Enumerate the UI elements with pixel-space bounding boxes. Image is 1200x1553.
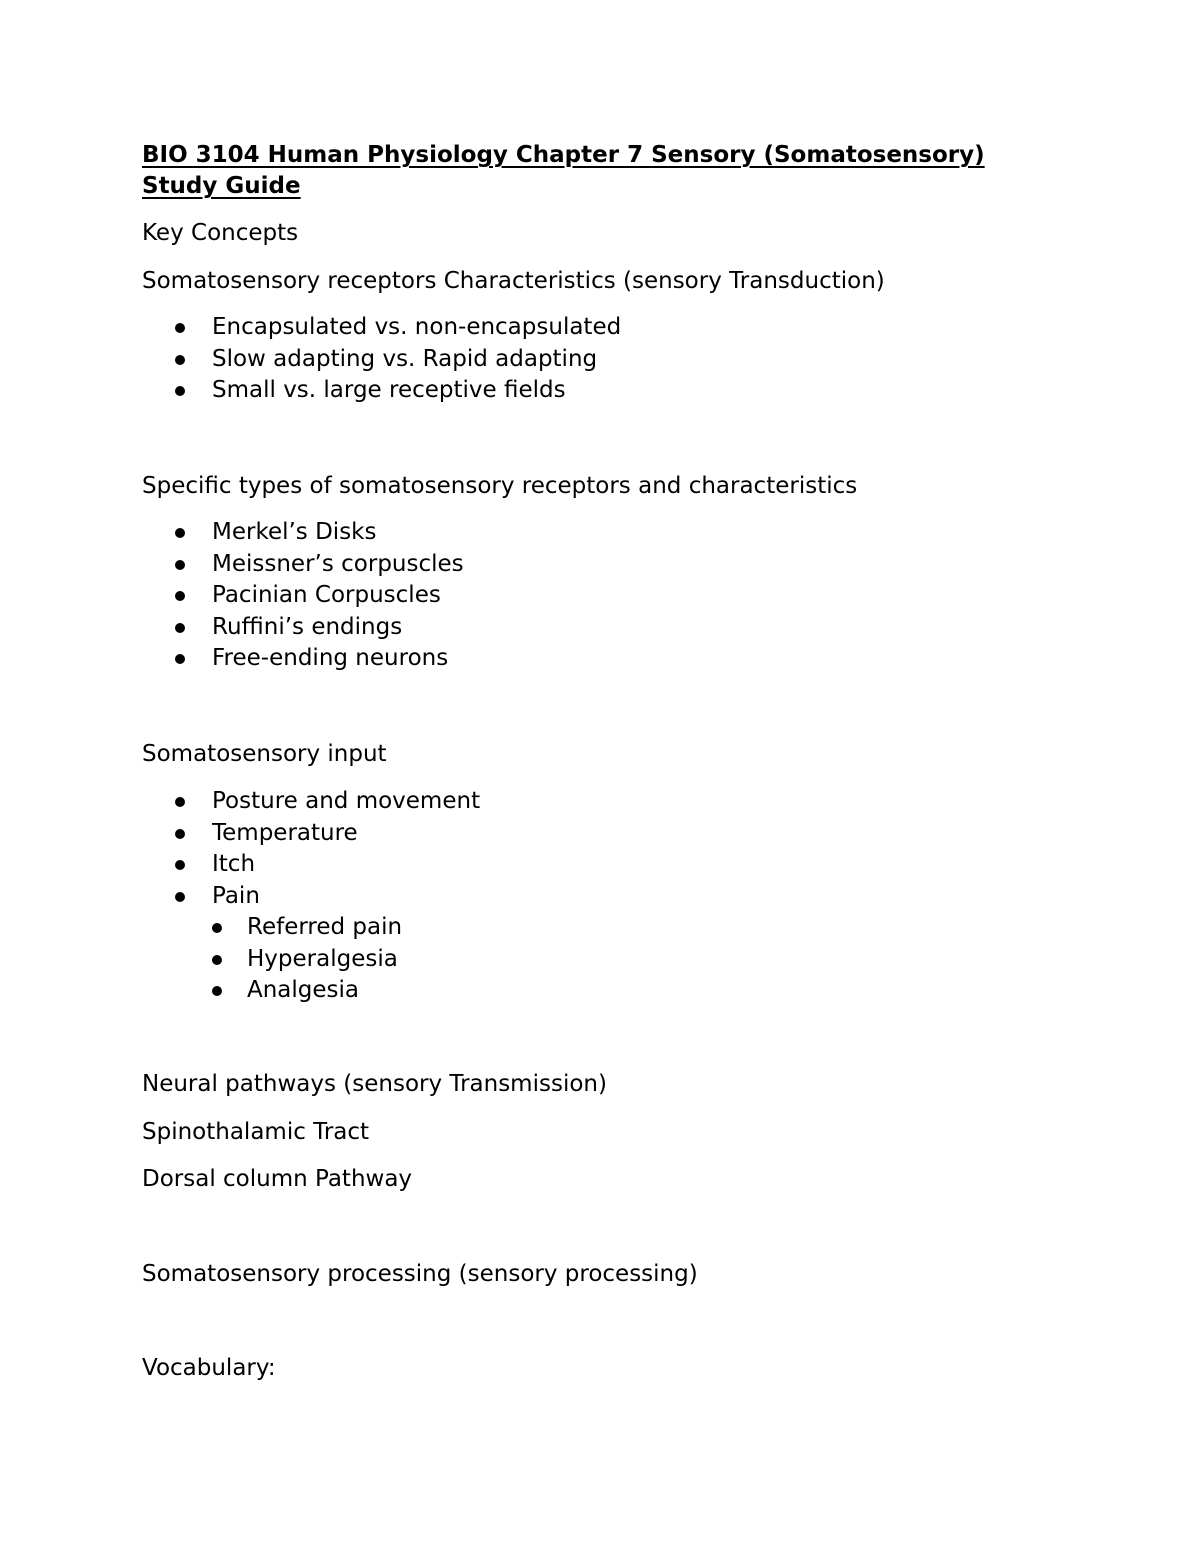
- list-item: Posture and movement: [142, 786, 480, 818]
- list-item: Pain: [142, 881, 480, 913]
- list-item: Temperature: [142, 818, 480, 850]
- list-item: Itch: [142, 849, 480, 881]
- dorsal-column-line: Dorsal column Pathway: [142, 1166, 413, 1192]
- list-item: Merkel’s Disks: [142, 517, 464, 549]
- somatosensory-input-heading: Somatosensory input: [142, 741, 387, 767]
- list-item: Pacinian Corpuscles: [142, 580, 464, 612]
- vocabulary-heading: Vocabulary:: [142, 1355, 276, 1381]
- document-title: BIO 3104 Human Physiology Chapter 7 Sensory (Somatosensory) Study Guide: [142, 142, 985, 199]
- list-item: Ruffini’s endings: [142, 612, 464, 644]
- somatosensory-processing-heading: Somatosensory processing (sensory processing): [142, 1261, 698, 1287]
- list-item: Encapsulated vs. non-encapsulated: [142, 312, 621, 344]
- neural-pathways-heading: Neural pathways (sensory Transmission): [142, 1071, 607, 1097]
- spinothalamic-tract-line: Spinothalamic Tract: [142, 1119, 370, 1145]
- receptor-characteristics-heading: Somatosensory receptors Characteristics (sensory Transduction): [142, 268, 885, 294]
- list-item: Slow adapting vs. Rapid adapting: [142, 344, 621, 376]
- pain-subitem: Referred pain: [142, 912, 480, 944]
- somatosensory-input-list: [142, 786, 480, 1007]
- receptor-types-list: [142, 517, 464, 675]
- pain-subitem: Hyperalgesia: [142, 944, 480, 976]
- list-item: Small vs. large receptive fields: [142, 375, 621, 407]
- list-item: Meissner’s corpuscles: [142, 549, 464, 581]
- receptor-characteristics-list: [142, 312, 621, 407]
- receptor-types-heading: Specific types of somatosensory receptors and characteristics: [142, 473, 858, 499]
- list-item: Free-ending neurons: [142, 643, 464, 675]
- key-concepts-heading: Key Concepts: [142, 220, 299, 246]
- pain-subitem: Analgesia: [142, 975, 480, 1007]
